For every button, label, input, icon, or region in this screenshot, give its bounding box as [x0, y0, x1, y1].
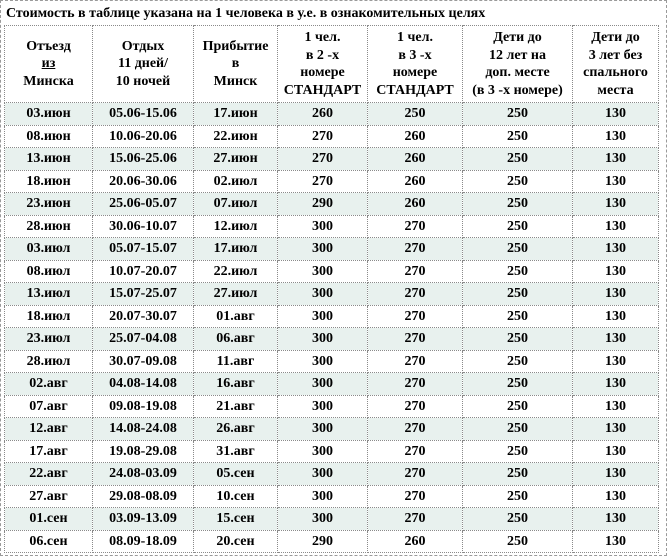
cell-triple-room: 270	[368, 328, 463, 351]
cell-child-3: 130	[573, 283, 659, 306]
cell-double-room: 300	[278, 418, 368, 441]
table-row	[5, 125, 659, 148]
cell-child-3: 130	[573, 463, 659, 486]
cell-double-room: 300	[278, 238, 368, 261]
table-row	[5, 305, 659, 328]
cell-child-3: 130	[573, 215, 659, 238]
cell-child-3: 130	[573, 418, 659, 441]
header-stay-line: 10 ночей	[115, 73, 171, 89]
cell-child-12: 250	[463, 440, 573, 463]
cell-stay: 30.06-10.07	[93, 215, 194, 238]
cell-departure: 18.июл	[5, 305, 93, 328]
cell-departure: 03.июл	[5, 238, 93, 261]
header-stay-line: 11 дней/	[117, 56, 169, 72]
header-triple-room-line: номере	[392, 65, 438, 80]
header-stay	[93, 26, 194, 103]
header-stay-line: Отдых	[121, 38, 165, 54]
cell-child-12: 250	[463, 238, 573, 261]
cell-arrival: 01.авг	[194, 305, 278, 328]
cell-triple-room: 260	[368, 193, 463, 216]
cell-triple-room: 270	[368, 485, 463, 508]
cell-child-12: 250	[463, 148, 573, 171]
cell-triple-room: 270	[368, 440, 463, 463]
cell-departure: 07.авг	[5, 395, 93, 418]
cell-child-3: 130	[573, 440, 659, 463]
cell-arrival: 27.июн	[194, 148, 278, 171]
cell-arrival: 22.июн	[194, 125, 278, 148]
header-arrival	[194, 26, 278, 103]
cell-arrival: 26.авг	[194, 418, 278, 441]
cell-arrival: 17.июл	[194, 238, 278, 261]
cell-triple-room: 270	[368, 508, 463, 531]
cell-child-3: 130	[573, 125, 659, 148]
cell-arrival: 17.июн	[194, 103, 278, 126]
table-row	[5, 463, 659, 486]
cell-child-12: 250	[463, 215, 573, 238]
cell-triple-room: 250	[368, 103, 463, 126]
cell-triple-room: 270	[368, 283, 463, 306]
cell-child-12: 250	[463, 530, 573, 553]
table-row	[5, 260, 659, 283]
cell-child-12: 250	[463, 260, 573, 283]
cell-child-12: 250	[463, 193, 573, 216]
cell-child-12: 250	[463, 463, 573, 486]
cell-stay: 10.07-20.07	[93, 260, 194, 283]
cell-departure: 13.июн	[5, 148, 93, 171]
cell-triple-room: 260	[368, 170, 463, 193]
table-row	[5, 148, 659, 171]
cell-double-room: 300	[278, 395, 368, 418]
table-row	[5, 530, 659, 553]
cell-child-12: 250	[463, 395, 573, 418]
cell-departure: 08.июн	[5, 125, 93, 148]
cell-child-12: 250	[463, 283, 573, 306]
header-child-12-line: доп. месте	[485, 65, 550, 80]
header-double-room-line: номере	[300, 65, 345, 80]
cell-child-3: 130	[573, 530, 659, 553]
cell-stay: 05.06-15.06	[93, 103, 194, 126]
cell-departure: 03.июн	[5, 103, 93, 126]
header-triple-room-line: 1 чел.	[397, 30, 433, 45]
cell-triple-room: 270	[368, 260, 463, 283]
cell-triple-room: 270	[368, 373, 463, 396]
header-double-room-line: 1 чел.	[304, 30, 341, 45]
cell-double-room: 300	[278, 485, 368, 508]
header-departure	[5, 26, 93, 103]
cell-departure: 28.июн	[5, 215, 93, 238]
header-child-12	[463, 26, 573, 103]
header-row	[5, 26, 659, 103]
cell-double-room: 300	[278, 508, 368, 531]
cell-arrival: 11.авг	[194, 350, 278, 373]
cell-triple-room: 260	[368, 530, 463, 553]
cell-stay: 10.06-20.06	[93, 125, 194, 148]
cell-double-room: 270	[278, 148, 368, 171]
cell-arrival: 22.июл	[194, 260, 278, 283]
table-row	[5, 238, 659, 261]
header-double-room-line: СТАНДАРТ	[283, 82, 362, 98]
cell-stay: 24.08-03.09	[93, 463, 194, 486]
cell-child-3: 130	[573, 305, 659, 328]
cell-double-room: 300	[278, 283, 368, 306]
cell-child-3: 130	[573, 148, 659, 171]
cell-child-3: 130	[573, 238, 659, 261]
cell-triple-room: 270	[368, 305, 463, 328]
cell-departure: 27.авг	[5, 485, 93, 508]
cell-departure: 23.июл	[5, 328, 93, 351]
cell-child-3: 130	[573, 328, 659, 351]
header-child-3-line: 3 лет без	[588, 47, 643, 63]
cell-double-room: 300	[278, 440, 368, 463]
cell-child-3: 130	[573, 350, 659, 373]
cell-stay: 09.08-19.08	[93, 395, 194, 418]
cell-double-room: 300	[278, 328, 368, 351]
table-row	[5, 418, 659, 441]
cell-child-3: 130	[573, 193, 659, 216]
cell-stay: 05.07-15.07	[93, 238, 194, 261]
table-row	[5, 350, 659, 373]
table-row	[5, 373, 659, 396]
cell-child-12: 250	[463, 485, 573, 508]
cell-double-room: 300	[278, 260, 368, 283]
table-caption: Стоимость в таблице указана на 1 человека в у.е. в ознакомительных целях	[6, 6, 486, 21]
cell-child-3: 130	[573, 260, 659, 283]
cell-triple-room: 270	[368, 395, 463, 418]
header-child-3-line: места	[597, 82, 634, 98]
cell-child-12: 250	[463, 305, 573, 328]
cell-departure: 23.июн	[5, 193, 93, 216]
cell-double-room: 300	[278, 463, 368, 486]
cell-triple-room: 260	[368, 148, 463, 171]
cell-double-room: 300	[278, 350, 368, 373]
table-row	[5, 170, 659, 193]
cell-departure: 08.июл	[5, 260, 93, 283]
header-child-12-line: (в 3 -х номере)	[472, 82, 563, 98]
cell-double-room: 300	[278, 215, 368, 238]
cell-child-3: 130	[573, 170, 659, 193]
header-double-room	[278, 26, 368, 103]
cell-stay: 25.07-04.08	[93, 328, 194, 351]
cell-triple-room: 270	[368, 463, 463, 486]
cell-double-room: 300	[278, 305, 368, 328]
header-triple-room	[368, 26, 463, 103]
cell-stay: 15.07-25.07	[93, 283, 194, 306]
cell-arrival: 02.июл	[194, 170, 278, 193]
cell-arrival: 05.сен	[194, 463, 278, 486]
cell-triple-room: 270	[368, 350, 463, 373]
cell-stay: 08.09-18.09	[93, 530, 194, 553]
header-departure-line: Минска	[23, 73, 74, 89]
table-row	[5, 485, 659, 508]
header-child-3-line: Дети до	[591, 30, 640, 45]
cell-arrival: 15.сен	[194, 508, 278, 531]
cell-departure: 01.сен	[5, 508, 93, 531]
cell-departure: 18.июн	[5, 170, 93, 193]
cell-arrival: 06.авг	[194, 328, 278, 351]
cell-departure: 12.авг	[5, 418, 93, 441]
header-arrival-line: Прибытие	[202, 38, 269, 54]
cell-stay: 04.08-14.08	[93, 373, 194, 396]
cell-departure: 13.июл	[5, 283, 93, 306]
table-row	[5, 103, 659, 126]
header-departure-line: Отъезд	[26, 38, 71, 54]
cell-departure: 28.июл	[5, 350, 93, 373]
cell-departure: 06.сен	[5, 530, 93, 553]
cell-child-12: 250	[463, 103, 573, 126]
cell-arrival: 12.июл	[194, 215, 278, 238]
cell-child-3: 130	[573, 395, 659, 418]
header-child-3-line: спального	[583, 65, 648, 80]
cell-stay: 20.06-30.06	[93, 170, 194, 193]
cell-child-12: 250	[463, 328, 573, 351]
cell-child-3: 130	[573, 103, 659, 126]
header-arrival-line: Минск	[213, 73, 258, 89]
cell-triple-room: 270	[368, 215, 463, 238]
cell-stay: 29.08-08.09	[93, 485, 194, 508]
header-double-room-line: в 2 -х	[305, 47, 340, 63]
header-child-12-line: Дети до	[493, 30, 542, 45]
cell-departure: 02.авг	[5, 373, 93, 396]
cell-arrival: 27.июл	[194, 283, 278, 306]
cell-triple-room: 270	[368, 418, 463, 441]
cell-arrival: 16.авг	[194, 373, 278, 396]
cell-double-room: 270	[278, 170, 368, 193]
cell-double-room: 290	[278, 530, 368, 553]
table-row	[5, 395, 659, 418]
cell-child-12: 250	[463, 125, 573, 148]
table-row	[5, 193, 659, 216]
cell-child-12: 250	[463, 418, 573, 441]
header-child-12-line: 12 лет на	[488, 47, 546, 63]
cell-child-3: 130	[573, 485, 659, 508]
cell-arrival: 07.июл	[194, 193, 278, 216]
cell-child-12: 250	[463, 508, 573, 531]
cell-departure: 22.авг	[5, 463, 93, 486]
cell-child-12: 250	[463, 373, 573, 396]
cell-double-room: 260	[278, 103, 368, 126]
header-triple-room-line: СТАНДАРТ	[376, 82, 454, 98]
table-row	[5, 508, 659, 531]
cell-child-12: 250	[463, 170, 573, 193]
table-row	[5, 328, 659, 351]
header-child-3	[573, 26, 659, 103]
cell-stay: 20.07-30.07	[93, 305, 194, 328]
cell-triple-room: 270	[368, 238, 463, 261]
cell-double-room: 290	[278, 193, 368, 216]
cell-child-3: 130	[573, 373, 659, 396]
cell-stay: 30.07-09.08	[93, 350, 194, 373]
table-row	[5, 215, 659, 238]
price-table	[4, 25, 659, 553]
cell-stay: 15.06-25.06	[93, 148, 194, 171]
cell-stay: 25.06-05.07	[93, 193, 194, 216]
cell-child-3: 130	[573, 508, 659, 531]
cell-arrival: 31.авг	[194, 440, 278, 463]
header-triple-room-line: в 3 -х	[398, 47, 432, 63]
cell-triple-room: 260	[368, 125, 463, 148]
header-departure-line: из	[41, 56, 56, 72]
cell-stay: 03.09-13.09	[93, 508, 194, 531]
cell-departure: 17.авг	[5, 440, 93, 463]
cell-stay: 14.08-24.08	[93, 418, 194, 441]
cell-double-room: 270	[278, 125, 368, 148]
cell-double-room: 300	[278, 373, 368, 396]
table-row	[5, 283, 659, 306]
cell-arrival: 21.авг	[194, 395, 278, 418]
table-row	[5, 440, 659, 463]
cell-child-12: 250	[463, 350, 573, 373]
cell-stay: 19.08-29.08	[93, 440, 194, 463]
cell-arrival: 20.сен	[194, 530, 278, 553]
header-arrival-line: в	[231, 56, 240, 72]
cell-arrival: 10.сен	[194, 485, 278, 508]
